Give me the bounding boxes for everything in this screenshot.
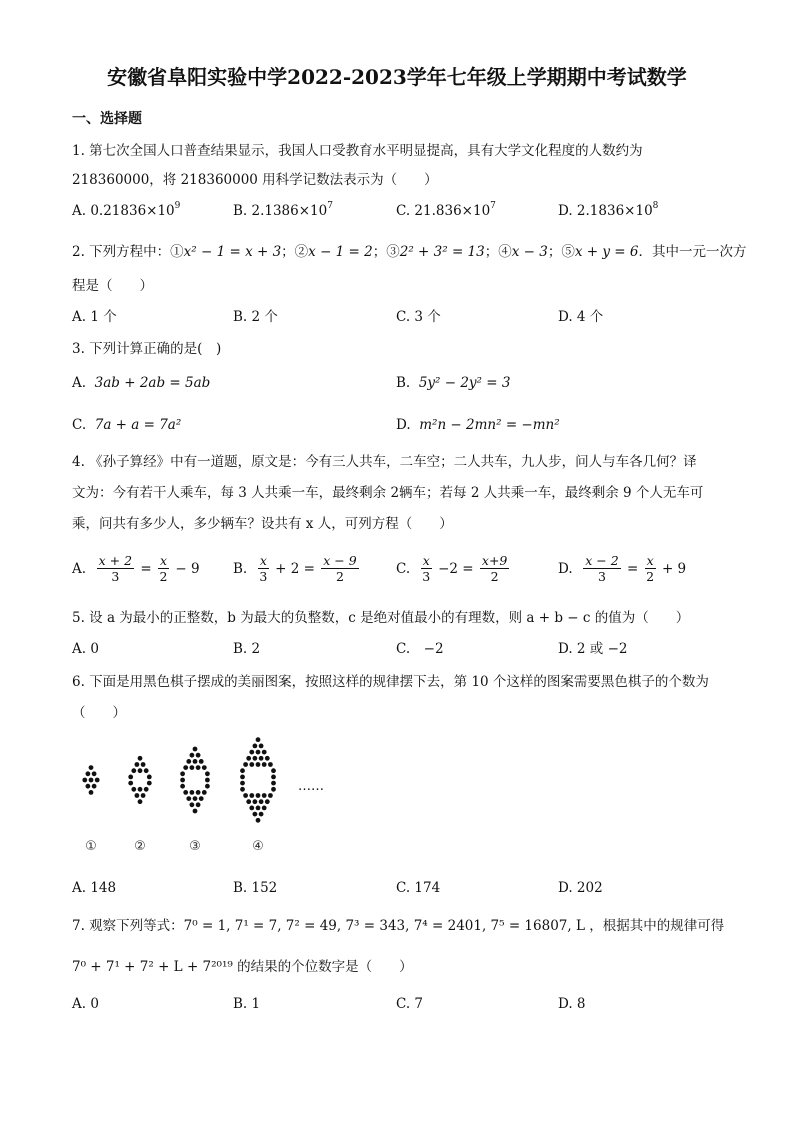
chess-piece-dot: [259, 744, 264, 749]
figure-label-4: ④: [252, 839, 264, 854]
chess-piece-dot: [243, 762, 248, 767]
chess-piece-dot: [246, 756, 251, 761]
q2-stem-line2: 程是（ ）: [72, 278, 153, 294]
q1-option-a[interactable]: A. $0.21836\times 10^9$: [72, 201, 181, 219]
q2-stem-line1: 2. 下列方程中：①x² − 1 = x + 3；②x − 1 = 2；③2² + 3² = 13；④x − 3；⑤x + y = 6．其中一元一次方: [72, 244, 747, 260]
q6-stem-line2: （ ）: [72, 705, 126, 721]
q4-option-c[interactable]: C. $\frac{x}{3}$ −2 = $\frac{x+9}{2}$: [396, 553, 508, 584]
q4-stem-line1: 4. 《孙子算经》中有一道题，原文是：今有三人共车，二车空；二人共车，九人步，问人与车各几何？译: [72, 454, 697, 470]
chess-piece-dot: [147, 775, 152, 780]
chess-piece-dot: [205, 771, 210, 776]
q5-option-b[interactable]: B. 2: [233, 641, 261, 657]
chess-piece-dot: [135, 793, 140, 798]
chess-piece-dot: [183, 765, 188, 770]
chess-piece-dot: [180, 784, 185, 789]
chess-piece-dot: [256, 793, 261, 798]
chess-piece-dot: [268, 762, 273, 767]
chess-piece-dot: [253, 744, 258, 749]
chess-piece-dot: [199, 759, 204, 764]
chess-piece-dot: [135, 762, 140, 767]
chess-piece-dot: [196, 753, 201, 758]
q1-option-d[interactable]: D. $2.1836\times 10^8$: [558, 201, 659, 219]
chess-piece-dot: [138, 787, 143, 792]
chess-piece-dot: [256, 762, 261, 767]
q4-option-a[interactable]: A. $\frac{x + 2}{3}$ = $\frac{x}{2}$ − 9: [72, 553, 200, 584]
chess-piece-dot: [262, 762, 267, 767]
chess-piece-dot: [131, 768, 136, 773]
chess-piece-dot: [240, 787, 245, 792]
chess-piece-dot: [180, 771, 185, 776]
section-heading: 一、选择题: [72, 111, 142, 127]
chess-piece-dot: [271, 768, 276, 773]
chess-piece-dot: [199, 796, 204, 801]
chess-piece-dot: [95, 778, 100, 783]
chess-piece-dot: [193, 747, 198, 752]
q1-option-b[interactable]: B. $2.1386\times 10^7$: [233, 201, 333, 219]
q2-option-d[interactable]: D. 4 个: [558, 309, 604, 325]
chess-piece-dot: [186, 796, 191, 801]
q5-option-a[interactable]: A. 0: [72, 641, 99, 657]
q5-option-c[interactable]: C. −2: [396, 641, 444, 657]
chess-piece-dot: [86, 784, 91, 789]
chess-piece-dot: [131, 787, 136, 792]
chess-piece-dot: [259, 756, 264, 761]
chess-piece-dot: [190, 790, 195, 795]
chess-piece-dot: [89, 778, 94, 783]
q4-option-d[interactable]: D. $\frac{x - 2}{3}$ = $\frac{x}{2}$ + 9: [558, 553, 687, 584]
chess-piece-dot: [190, 802, 195, 807]
chess-piece-dot: [205, 778, 210, 783]
chess-piece-dot: [249, 806, 254, 811]
q4-stem-line2: 文为：今有若干人乘车，每 3 人共乘一车，最终剩余 2辆车；若每 2 人共乘一车，最终剩余 9 个人无车可: [72, 485, 704, 501]
chess-piece-dot: [262, 793, 267, 798]
chess-piece-dot: [256, 737, 261, 742]
q6-option-b[interactable]: B. 152: [233, 880, 278, 896]
q3-option-a[interactable]: A. 3ab + 2ab = 5ab: [72, 375, 211, 391]
q6-option-a[interactable]: A. 148: [72, 880, 117, 896]
chess-piece-dot: [262, 750, 267, 755]
chess-piece-dot: [202, 765, 207, 770]
chess-piece-dot: [259, 799, 264, 804]
q3-option-b[interactable]: B. 5y² − 2y² = 3: [396, 375, 511, 391]
figure-label-1: ①: [85, 839, 97, 854]
q7-option-b[interactable]: B. 1: [233, 996, 261, 1012]
chess-piece-dot: [268, 793, 273, 798]
q2-option-c[interactable]: C. 3 个: [396, 309, 441, 325]
chess-piece-dot: [196, 790, 201, 795]
chess-piece-dot: [89, 790, 94, 795]
chess-piece-dot: [144, 768, 149, 773]
chess-piece-dot: [190, 753, 195, 758]
q2-option-b[interactable]: B. 2 个: [233, 309, 278, 325]
chess-piece-dot: [128, 775, 133, 780]
chess-piece-dot: [141, 762, 146, 767]
chess-piece-dot: [265, 799, 270, 804]
chess-piece-dot: [240, 781, 245, 786]
q3-option-d[interactable]: D. m²n − 2mn² = −mn²: [396, 417, 560, 433]
chess-piece-dot: [256, 750, 261, 755]
chess-piece-dot: [180, 778, 185, 783]
chess-piece-dot: [249, 750, 254, 755]
chess-piece-dot: [196, 765, 201, 770]
chess-piece-dot: [92, 784, 97, 789]
page-title: 安徽省阜阳实验中学2022-2023学年七年级上学期期中考试数学: [107, 65, 687, 89]
q6-option-c[interactable]: C. 174: [396, 880, 441, 896]
chess-pattern-figure: [60, 730, 360, 860]
chess-piece-dot: [196, 802, 201, 807]
q1-stem-line1: 1. 第七次全国人口普查结果显示，我国人口受教育水平明显提高，具有大学文化程度的人数约为: [72, 143, 643, 159]
chess-piece-dot: [193, 759, 198, 764]
chess-piece-dot: [249, 762, 254, 767]
chess-piece-dot: [271, 787, 276, 792]
q7-stem-line1: 7. 观察下列等式：7⁰ = 1, 7¹ = 7, 7² = 49, 7³ = 343, 7⁴ = 2401, 7⁵ = 16807, L ，根据其中的规律可得: [72, 918, 725, 934]
q4-option-b[interactable]: B. $\frac{x}{3}$ + 2 = $\frac{x - 9}{2}$: [233, 553, 357, 584]
q1-option-c[interactable]: C. $21.836\times 10^7$: [396, 201, 496, 219]
chess-piece-dot: [246, 799, 251, 804]
chess-piece-dot: [240, 768, 245, 773]
chess-piece-dot: [202, 790, 207, 795]
chess-piece-dot: [240, 775, 245, 780]
chess-piece-dot: [253, 812, 258, 817]
q6-option-d[interactable]: D. 202: [558, 880, 603, 896]
chess-piece-dot: [86, 771, 91, 776]
chess-piece-dot: [186, 759, 191, 764]
chess-piece-dot: [190, 765, 195, 770]
chess-piece-dot: [82, 778, 87, 783]
q7-option-c[interactable]: C. 7: [396, 996, 424, 1012]
chess-piece-dot: [183, 790, 188, 795]
chess-piece-dot: [253, 799, 258, 804]
chess-piece-dot: [249, 793, 254, 798]
chess-piece-dot: [147, 781, 152, 786]
chess-piece-dot: [205, 784, 210, 789]
q3-stem: 3. 下列计算正确的是( ): [72, 341, 222, 357]
chess-piece-dot: [253, 756, 258, 761]
q6-stem-line1: 6. 下面是用黑色棋子摆成的美丽图案，按照这样的规律摆下去，第 10 个这样的图案需要黑色棋子的个数为: [72, 674, 709, 690]
q5-stem: 5. 设 a 为最小的正整数，b 为最大的负整数，c 是绝对值最小的有理数，则 a + b − c 的值为（ ）: [72, 610, 690, 626]
chess-piece-dot: [138, 768, 143, 773]
q2-option-a[interactable]: A. 1 个: [72, 309, 117, 325]
chess-piece-dot: [141, 793, 146, 798]
q5-option-d[interactable]: D. 2 或 −2: [558, 641, 628, 657]
figure-label-3: ③: [189, 839, 201, 854]
chess-piece-dot: [138, 756, 143, 761]
q7-option-d[interactable]: D. 8: [558, 996, 586, 1012]
figure-label-2: ②: [134, 839, 146, 854]
chess-piece-dot: [89, 765, 94, 770]
q3-option-c[interactable]: C. 7a + a = 7a²: [72, 417, 182, 433]
chess-piece-dot: [92, 771, 97, 776]
chess-piece-dot: [193, 809, 198, 814]
q7-stem-line2: 7⁰ + 7¹ + 7² + L + 7²⁰¹⁹ 的结果的个位数字是（ ）: [72, 959, 413, 975]
chess-piece-dot: [256, 806, 261, 811]
q1-stem-line2: 218360000，将 218360000 用科学记数法表示为（ ）: [72, 172, 438, 188]
chess-piece-dot: [243, 793, 248, 798]
q4-stem-line3: 乘，问共有多少人，多少辆车？设共有 x 人，可列方程（ ）: [72, 516, 453, 532]
chess-piece-dot: [271, 775, 276, 780]
chess-piece-dot: [265, 756, 270, 761]
chess-piece-dot: [256, 818, 261, 823]
chess-piece-dot: [271, 781, 276, 786]
q7-option-a[interactable]: A. 0: [72, 996, 99, 1012]
chess-piece-dot: [259, 812, 264, 817]
figure-ellipsis: ……: [298, 779, 324, 794]
chess-piece-dot: [138, 799, 143, 804]
chess-piece-dot: [144, 787, 149, 792]
chess-piece-dot: [193, 796, 198, 801]
chess-piece-dot: [262, 806, 267, 811]
chess-piece-dot: [128, 781, 133, 786]
